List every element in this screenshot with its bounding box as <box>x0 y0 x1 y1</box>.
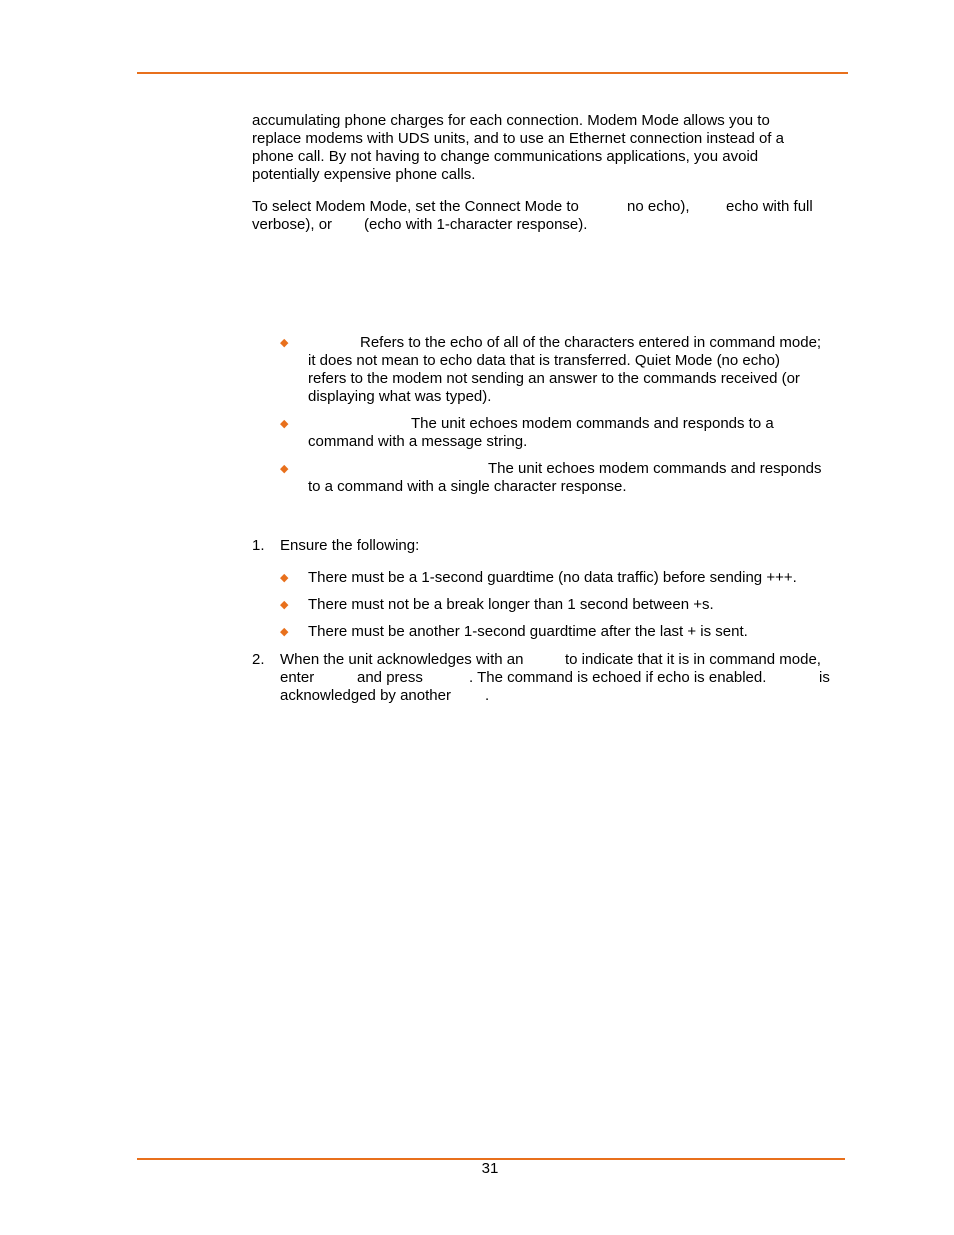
step-2-text-1a: When the unit acknowledges with an <box>280 651 524 668</box>
definition-1-line-3: refers to the modem not sending an answer to the commands received (or <box>308 370 800 387</box>
step-2-text-3b: . <box>485 687 490 704</box>
diamond-icon: ◆ <box>280 599 289 611</box>
select-text-1b: no echo), <box>627 198 690 215</box>
header-rule <box>137 72 848 74</box>
intro-line-2: replace modems with UDS units, and to use an Ethernet connection instead of a <box>252 130 784 147</box>
diamond-icon: ◆ <box>280 337 289 349</box>
definition-3-line-2: to a command with a single character response. <box>308 478 627 495</box>
definition-2-line-1: The unit echoes modem commands and responds to a <box>411 415 774 432</box>
definition-1-line-1: Refers to the echo of all of the characters entered in command mode; <box>360 334 822 351</box>
intro-line-1: accumulating phone charges for each connection. Modem Mode allows you to <box>252 112 770 129</box>
step-2-text-2c: . The command is echoed if echo is enabled. <box>469 669 767 686</box>
step-2-text-1b: to indicate that it is in command mode, <box>565 651 821 668</box>
intro-line-4: potentially expensive phone calls. <box>252 166 476 183</box>
definition-3-line-1: The unit echoes modem commands and responds <box>488 460 822 477</box>
select-text-2a: verbose), or <box>252 216 333 233</box>
diamond-icon: ◆ <box>280 463 289 475</box>
step-1-number: 1. <box>252 537 265 554</box>
step-1-sub-item-1: There must be a 1-second guardtime (no data traffic) before sending +++. <box>308 569 797 586</box>
page-number: 31 <box>481 1160 499 1177</box>
step-2-text-2d: is <box>819 669 830 686</box>
definition-2-line-2: command with a message string. <box>308 433 528 450</box>
step-1-sub-item-3: There must be another 1-second guardtime after the last + is sent. <box>308 623 748 640</box>
step-2-text-3a: acknowledged by another <box>280 687 451 704</box>
definition-1-line-4: displaying what was typed). <box>308 388 492 405</box>
select-text-2b: (echo with 1-character response). <box>364 216 588 233</box>
step-1-sub-item-2: There must not be a break longer than 1 second between +s. <box>308 596 714 613</box>
step-2-number: 2. <box>252 651 265 668</box>
intro-line-3: phone call. By not having to change communications applications, you avoid <box>252 148 759 165</box>
diamond-icon: ◆ <box>280 572 289 584</box>
diamond-icon: ◆ <box>280 626 289 638</box>
step-2-text-2b: and press <box>357 669 423 686</box>
definition-1-line-2: it does not mean to echo data that is transferred. Quiet Mode (no echo) <box>308 352 780 369</box>
step-2-text-2a: enter <box>280 669 315 686</box>
diamond-icon: ◆ <box>280 418 289 430</box>
step-1-text: Ensure the following: <box>280 537 420 554</box>
select-text-1c: echo with full <box>726 198 813 215</box>
select-text-1a: To select Modem Mode, set the Connect Mode to <box>252 198 579 215</box>
